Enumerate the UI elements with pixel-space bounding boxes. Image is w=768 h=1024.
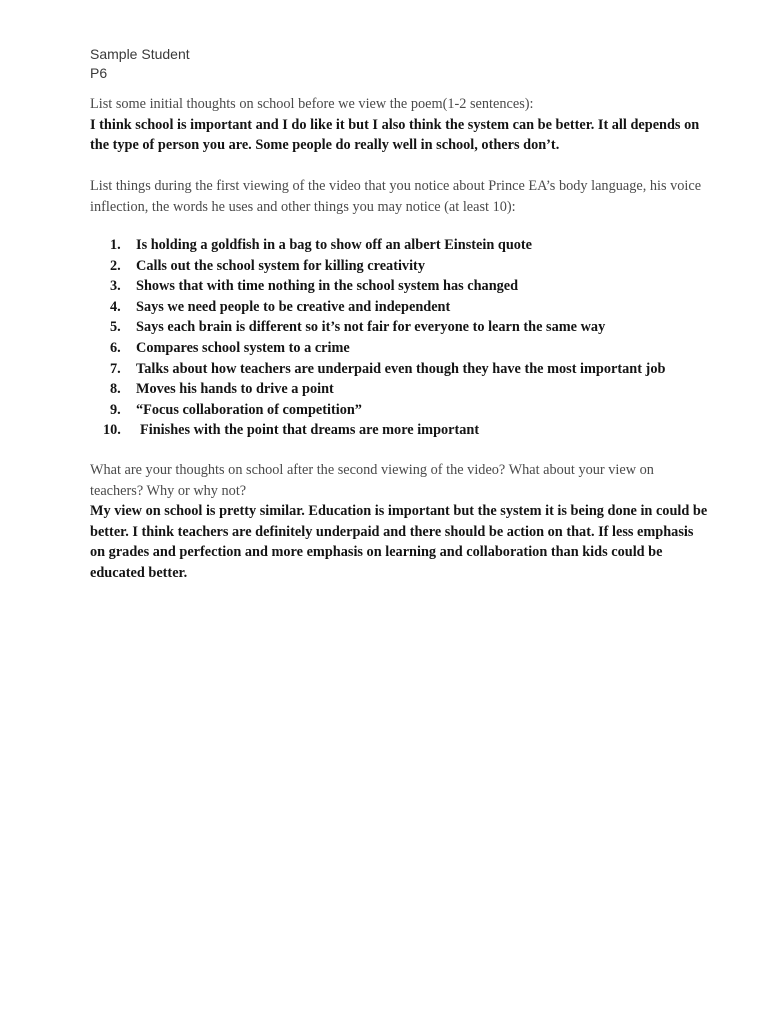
list-item: [90, 276, 730, 297]
list-item: [90, 297, 730, 318]
list-item-text: Shows that with time nothing in the school system has changed: [136, 278, 519, 295]
list-item: [90, 256, 730, 277]
list-item: [90, 379, 730, 400]
second-viewing-section: [90, 460, 710, 583]
header-block: [90, 45, 190, 83]
list-item: [90, 420, 730, 441]
list-item-text: Says each brain is different so it’s not fair for everyone to learn the same way: [136, 319, 606, 336]
list-item-text: Talks about how teachers are underpaid even though they have the most important job: [136, 360, 666, 377]
class-period: P6: [90, 65, 108, 81]
list-item-number: 1.: [110, 237, 121, 253]
list-item-number: 2.: [110, 257, 121, 274]
second-viewing-answer: My view on school is pretty similar. Education is important but the system it is being done in could be better. I think teachers are definitely underpaid and there should be action on that. If less emphasis on grades and perfection and more emphasis on learning and collaboration than kids could be educated better.: [90, 503, 708, 581]
second-viewing-prompt: What are your thoughts on school after the second viewing of the video? What about your view on teachers? Why or why not?: [90, 462, 654, 499]
list-item-number: 10.: [103, 422, 121, 439]
list-item: [90, 400, 730, 421]
initial-thoughts-prompt: List some initial thoughts on school before we view the poem(1-2 sentences):: [90, 96, 534, 112]
student-name: Sample Student: [90, 46, 190, 62]
list-item-text: Compares school system to a crime: [136, 339, 350, 356]
list-item-text: Moves his hands to drive a point: [136, 381, 334, 398]
list-item-number: 3.: [110, 278, 121, 295]
list-item-number: 8.: [110, 381, 121, 398]
list-item-number: 6.: [110, 339, 121, 356]
list-item: [90, 317, 730, 338]
initial-thoughts-answer: I think school is important and I do like it but I also think the system can be better. It all depends on the type of person you are. Some people do really well in school, others don’t.: [90, 116, 700, 153]
list-item-number: 5.: [110, 319, 121, 336]
list-item-text: Calls out the school system for killing creativity: [136, 257, 425, 274]
list-item: [90, 359, 730, 380]
first-viewing-section: [90, 176, 710, 217]
initial-thoughts-section: [90, 94, 710, 156]
list-item-number: 7.: [110, 360, 121, 377]
list-item-text: Is holding a goldfish in a bag to show off an albert Einstein quote: [136, 237, 533, 253]
list-item-text: Says we need people to be creative and independent: [136, 298, 451, 315]
list-item-number: 9.: [110, 401, 121, 418]
list-item-text: Finishes with the point that dreams are more important: [140, 422, 480, 439]
list-item: [90, 338, 730, 359]
observation-list: [90, 235, 730, 441]
list-item: [90, 235, 730, 256]
first-viewing-prompt: List things during the first viewing of the video that you notice about Prince EA’s body language, his voice inflection, the words he uses and other things you may notice (at least 10):: [90, 178, 702, 215]
list-item-text: “Focus collaboration of competition”: [136, 401, 362, 418]
list-item-number: 4.: [110, 298, 121, 315]
